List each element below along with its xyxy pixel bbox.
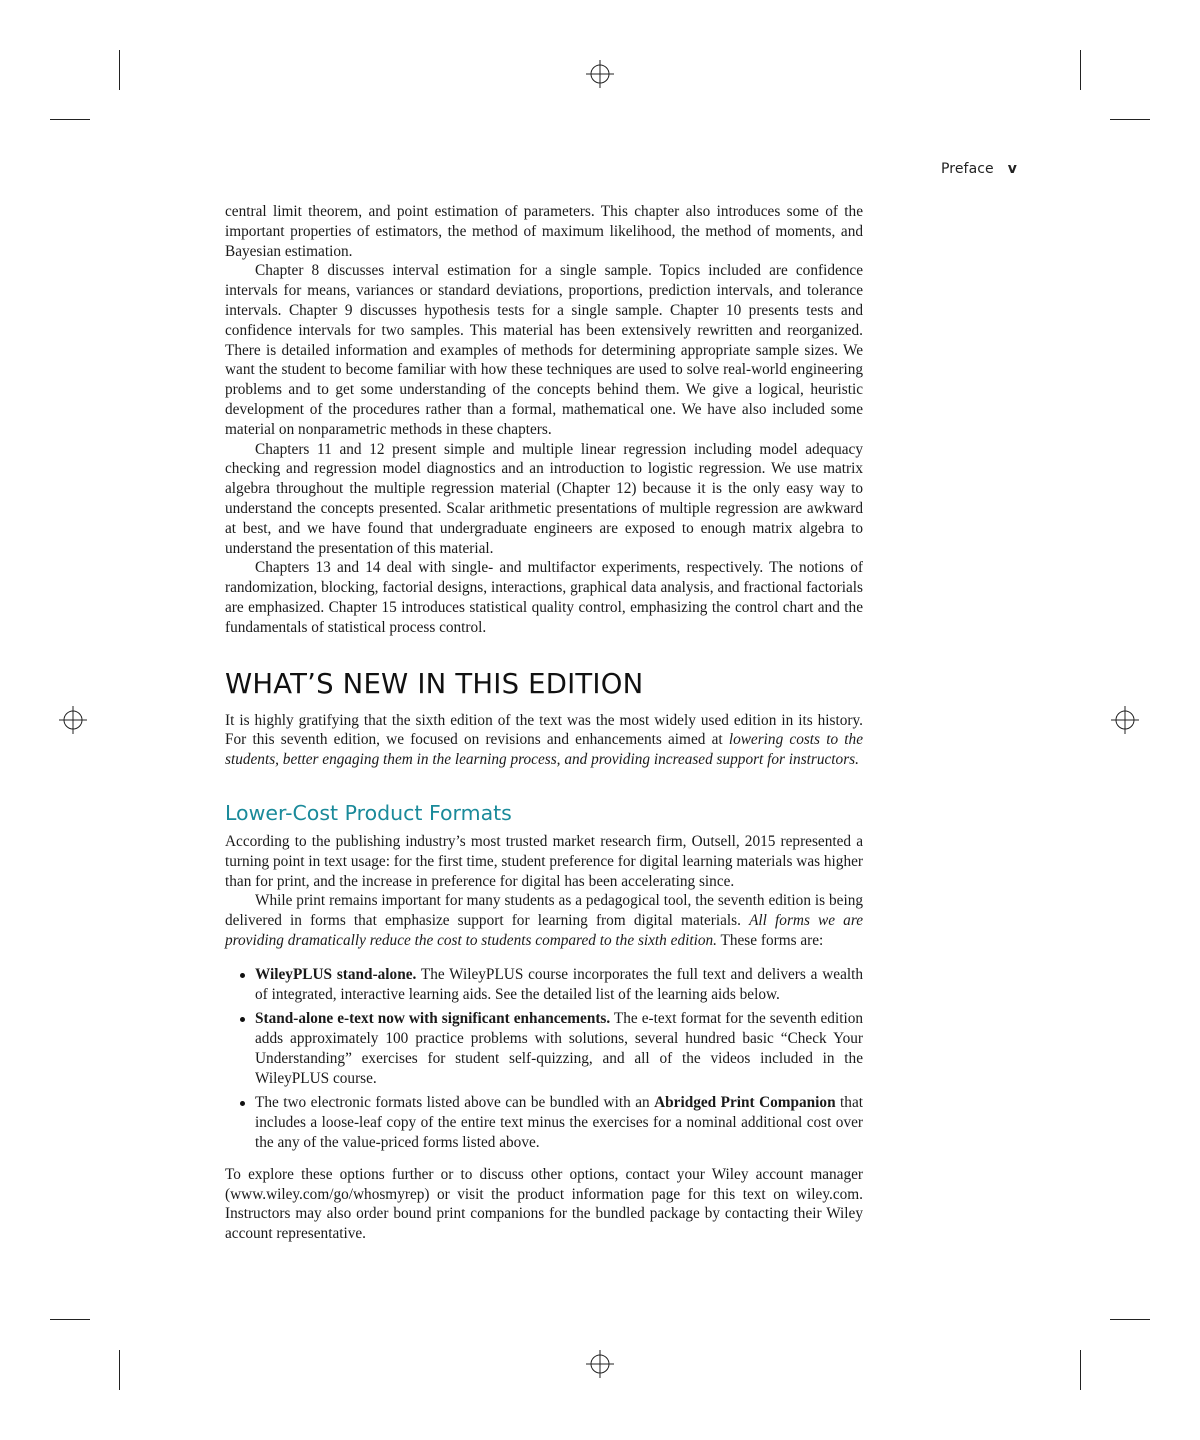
paragraph-outsell: According to the publishing industry’s most trusted market research firm, Outsell, 2015 represented a turning point in text usage: for the first time, student preference for digital learning materials was higher than for print, and the increase in preference for digital has been accelerating since.	[225, 832, 863, 890]
list-item-bold: Abridged Print Companion	[654, 1094, 836, 1112]
paragraph-intro: central limit theorem, and point estimation of parameters. This chapter also introduces some of the important properties of estimators, the method of maximum likelihood, the method of moments, and Bayesian estimation.	[225, 203, 863, 260]
crop-mark-top-left-h	[50, 119, 90, 120]
paragraph-whats-new	[225, 711, 863, 770]
print-digital-text-a: While print remains important for many students as a pedagogical tool, the seventh edition is being delivered in forms that emphasize support for learning from digital materials.	[225, 892, 863, 930]
list-item-bold: WileyPLUS stand-alone.	[255, 965, 417, 983]
registration-mark-right-icon	[1111, 706, 1139, 734]
crop-mark-bottom-right-h	[1110, 1319, 1150, 1320]
running-head-title: Preface	[940, 161, 994, 177]
paragraph-chapter-11: Chapters 11 and 12 present simple and multiple linear regression including model adequacy checking and regression model diagnostics and an introduction to logistic regression. We use matrix algebra throughout the multiple regression material (Chapter 12) because it is the only easy way to understand the concepts presented. Scalar arithmetic presentations of multiple regression are awkward at best, and we have found that undergraduate engineers are exposed to enough matrix algebra to understand the presentation of this material.	[225, 440, 863, 557]
paragraph-chapter-13: Chapters 13 and 14 deal with single- and multifactor experiments, respectively. The notions of randomization, blocking, factorial designs, interactions, graphical data analysis, and fractional factorials are emphasized. Chapter 15 introduces statistical quality control, emphasizing the control chart and the fundamentals of statistical process control.	[225, 559, 863, 636]
whats-new-text: It is highly gratifying that the sixth edition of the text was the most widely used edition in its history. For this seventh edition, we focused on revisions and enhancements aimed at	[225, 711, 863, 749]
print-digital-emphasis: All forms we are providing dramatically reduce the cost to students compared to the sixth edition.	[225, 912, 864, 949]
whats-new-emphasis: lowering costs to the students, better engaging them in the learning process, and providing increased support for instructors.	[225, 731, 863, 769]
paragraph-print-digital	[225, 891, 863, 950]
registration-mark-bottom-icon	[586, 1350, 614, 1378]
crop-mark-bottom-right-v	[1080, 1350, 1081, 1390]
paragraph-chapter-8: Chapter 8 discusses interval estimation for a single sample. Topics included are confidence intervals for means, variances or standard deviations, proportions, prediction intervals, and tolerance intervals. Chapter 9 discusses hypothesis tests for a single sample. Chapter 10 presents tests and confidence intervals for two samples. This material has been extensively rewritten and reorganized. There is detailed information and examples of methods for determining appropriate sample sizes. We want the student to become familiar with how these techniques are used to solve real-world engineering problems and to get some understanding of the concepts behind them. We give a logical, heuristic development of the procedures rather than a formal, mathematical one. We have also included some material on nonparametric methods in these chapters.	[225, 262, 863, 438]
list-item-wileyplus	[225, 965, 863, 1005]
list-item-etext	[225, 1009, 863, 1088]
registration-mark-top-icon	[586, 60, 614, 88]
crop-mark-bottom-left-v	[119, 1350, 120, 1390]
list-item-bold: Stand-alone e-text now with significant enhancements.	[255, 1010, 611, 1028]
list-item-text: The WileyPLUS course incorporates the full text and delivers a wealth of integrated, interactive learning aids. See the detailed list of the learning aids below.	[255, 965, 864, 1003]
crop-mark-top-right-v	[1080, 50, 1081, 90]
crop-mark-top-right-h	[1110, 119, 1150, 120]
list-item-print-companion	[225, 1093, 863, 1152]
paragraph-contact: To explore these options further or to discuss other options, contact your Wiley account manager (www.wiley.com/go/whosmyrep) or visit the product information page for this text on wiley.com. Instructors may also order bound print companions for the bundled package by contacting their Wiley account representative.	[225, 1165, 863, 1243]
list-item-text: that includes a loose-leaf copy of the entire text minus the exercises for a nominal additional cost over the any of the value-priced forms listed above.	[255, 1094, 863, 1152]
text-column	[225, 202, 863, 1244]
section-heading-whats-new: WHAT’S NEW IN THIS EDITION	[225, 667, 644, 700]
subsection-heading-formats: Lower-Cost Product Formats	[225, 800, 512, 825]
list-item-pre: The two electronic formats listed above can be bundled with an	[255, 1094, 655, 1112]
crop-mark-bottom-left-h	[50, 1319, 90, 1320]
crop-mark-top-left-v	[119, 50, 120, 90]
page-number: v	[1007, 161, 1017, 177]
registration-mark-left-icon	[59, 706, 87, 734]
print-digital-text-b: These forms are:	[716, 931, 824, 949]
formats-list	[225, 965, 863, 1153]
running-head	[941, 161, 1017, 177]
list-item-text: The e-text format for the seventh edition adds approximately 100 practice problems with solutions, several hundred basic “Check Your Understanding” exercises for student self-quizzing, and all of the videos included in the WileyPLUS course.	[255, 1010, 863, 1087]
